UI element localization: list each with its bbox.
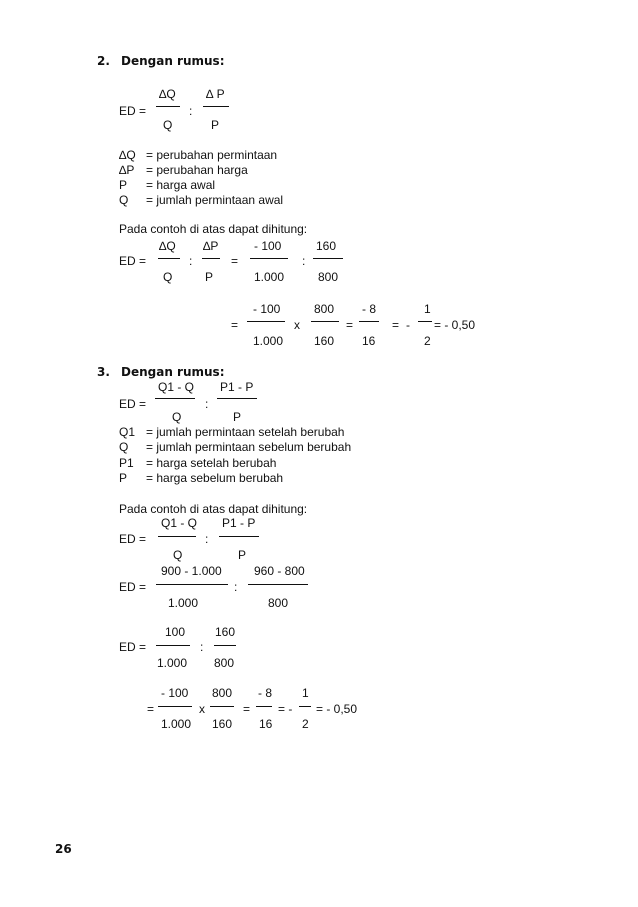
fraction-bar	[155, 398, 195, 399]
step-denominator: 160	[212, 717, 233, 731]
step-numerator: - 100	[161, 686, 189, 700]
fraction-bar	[256, 706, 272, 707]
formula-operator: :	[189, 104, 193, 118]
fraction-bar	[217, 398, 257, 399]
step-denominator: 16	[259, 717, 273, 731]
step-denominator: 1.000	[157, 656, 188, 670]
def-symbol: ∆P	[119, 163, 135, 177]
example-operator: :	[302, 254, 306, 268]
step-equals: =	[243, 702, 251, 716]
result-equals: =	[392, 318, 400, 332]
result-denominator: 160	[314, 334, 335, 348]
section-2-title: Dengan rumus:	[121, 54, 225, 68]
step-lhs: ED =	[119, 532, 147, 546]
def-symbol: P	[119, 178, 128, 192]
example-intro: Pada contoh di atas dapat dihitung:	[119, 502, 308, 516]
def-symbol: Q1	[119, 425, 136, 439]
example-numerator: - 100	[254, 239, 282, 253]
result-denominator: 2	[424, 334, 431, 348]
step-final: = - 0,50	[316, 702, 358, 716]
step-numerator: P1 - P	[222, 516, 256, 530]
step-numerator: 1	[302, 686, 309, 700]
example-equals: =	[231, 254, 239, 268]
result-minus: -	[406, 318, 410, 332]
example-lhs: ED =	[119, 254, 147, 268]
fraction-bar	[156, 584, 228, 585]
fraction-bar	[250, 258, 288, 259]
result-denominator: 1.000	[253, 334, 284, 348]
def-symbol: P1	[119, 456, 134, 470]
def-description: = jumlah permintaan awal	[146, 193, 284, 207]
def-description: = jumlah permintaan sebelum berubah	[146, 440, 352, 454]
result-equals: =	[346, 318, 354, 332]
fraction-bar	[210, 706, 234, 707]
example-numerator: ∆Q	[159, 239, 176, 253]
step-numerator: 100	[165, 625, 186, 639]
step-denominator: 1.000	[161, 717, 192, 731]
fraction-bar	[299, 706, 311, 707]
formula-numerator-2: P1 - P	[220, 380, 254, 394]
result-numerator: 800	[314, 302, 335, 316]
example-operator: :	[189, 254, 193, 268]
result-denominator: 16	[362, 334, 376, 348]
fraction-bar	[214, 645, 236, 646]
result-numerator: - 100	[253, 302, 281, 316]
fraction-bar	[248, 584, 308, 585]
step-numerator: 800	[212, 686, 233, 700]
page-number: 26	[55, 842, 72, 856]
fraction-bar	[311, 321, 339, 322]
formula-denominator-2: P	[233, 410, 242, 424]
def-symbol: P	[119, 471, 128, 485]
fraction-bar	[158, 706, 192, 707]
formula-denominator-1: Q	[172, 410, 182, 424]
formula-denominator-1: Q	[163, 118, 173, 132]
def-symbol: Q	[119, 440, 129, 454]
step-numerator: 900 - 1.000	[161, 564, 222, 578]
step-numerator: - 8	[258, 686, 273, 700]
formula-numerator-1: ∆Q	[159, 87, 176, 101]
step-denominator: 800	[214, 656, 235, 670]
fraction-bar	[219, 536, 259, 537]
step-denominator: Q	[173, 548, 183, 562]
section-2-number: 2.	[97, 54, 110, 68]
fraction-bar	[359, 321, 379, 322]
step-denominator: 1.000	[168, 596, 199, 610]
step-operator: :	[234, 580, 238, 594]
result-numerator: 1	[424, 302, 431, 316]
example-denominator: Q	[163, 270, 173, 284]
step-lhs: ED =	[119, 580, 147, 594]
fraction-bar	[313, 258, 343, 259]
def-description: = harga sebelum berubah	[146, 471, 284, 485]
section-3-number: 3.	[97, 365, 110, 379]
example-denominator: 800	[318, 270, 339, 284]
step-denominator: P	[238, 548, 247, 562]
def-description: = jumlah permintaan setelah berubah	[146, 425, 345, 439]
def-symbol: Q	[119, 193, 129, 207]
def-description: = perubahan harga	[146, 163, 248, 177]
step-denominator: 800	[268, 596, 289, 610]
formula-operator: :	[205, 397, 209, 411]
def-symbol: ∆Q	[119, 148, 136, 162]
fraction-bar	[156, 106, 180, 107]
def-description: = harga awal	[146, 178, 216, 192]
step-equals: =	[147, 702, 155, 716]
fraction-bar	[247, 321, 285, 322]
example-intro: Pada contoh di atas dapat dihitung:	[119, 222, 308, 236]
def-description: = harga setelah berubah	[146, 456, 277, 470]
section-3-title: Dengan rumus:	[121, 365, 225, 379]
step-operator: :	[205, 532, 209, 546]
def-description: = perubahan permintaan	[146, 148, 278, 162]
example-denominator: 1.000	[254, 270, 285, 284]
formula-numerator-2: ∆ P	[206, 87, 225, 101]
step-times: x	[199, 702, 205, 716]
fraction-bar	[158, 536, 196, 537]
step-denominator: 2	[302, 717, 309, 731]
fraction-bar	[418, 321, 432, 322]
example-denominator: P	[205, 270, 214, 284]
step-numerator: Q1 - Q	[161, 516, 198, 530]
formula-lhs: ED =	[119, 397, 147, 411]
example-numerator: ∆P	[203, 239, 219, 253]
step-equals-minus: = -	[278, 702, 293, 716]
formula-numerator-1: Q1 - Q	[158, 380, 195, 394]
step-numerator: 160	[215, 625, 236, 639]
step-numerator: 960 - 800	[254, 564, 305, 578]
formula-lhs: ED =	[119, 104, 147, 118]
fraction-bar	[203, 106, 229, 107]
fraction-bar	[158, 258, 180, 259]
step-lhs: ED =	[119, 640, 147, 654]
formula-denominator-2: P	[211, 118, 220, 132]
result-final: = - 0,50	[434, 318, 476, 332]
result-numerator: - 8	[362, 302, 377, 316]
step-operator: :	[200, 640, 204, 654]
fraction-bar	[202, 258, 220, 259]
result-times: x	[294, 318, 300, 332]
result-equals: =	[231, 318, 239, 332]
example-numerator: 160	[316, 239, 337, 253]
fraction-bar	[156, 645, 190, 646]
